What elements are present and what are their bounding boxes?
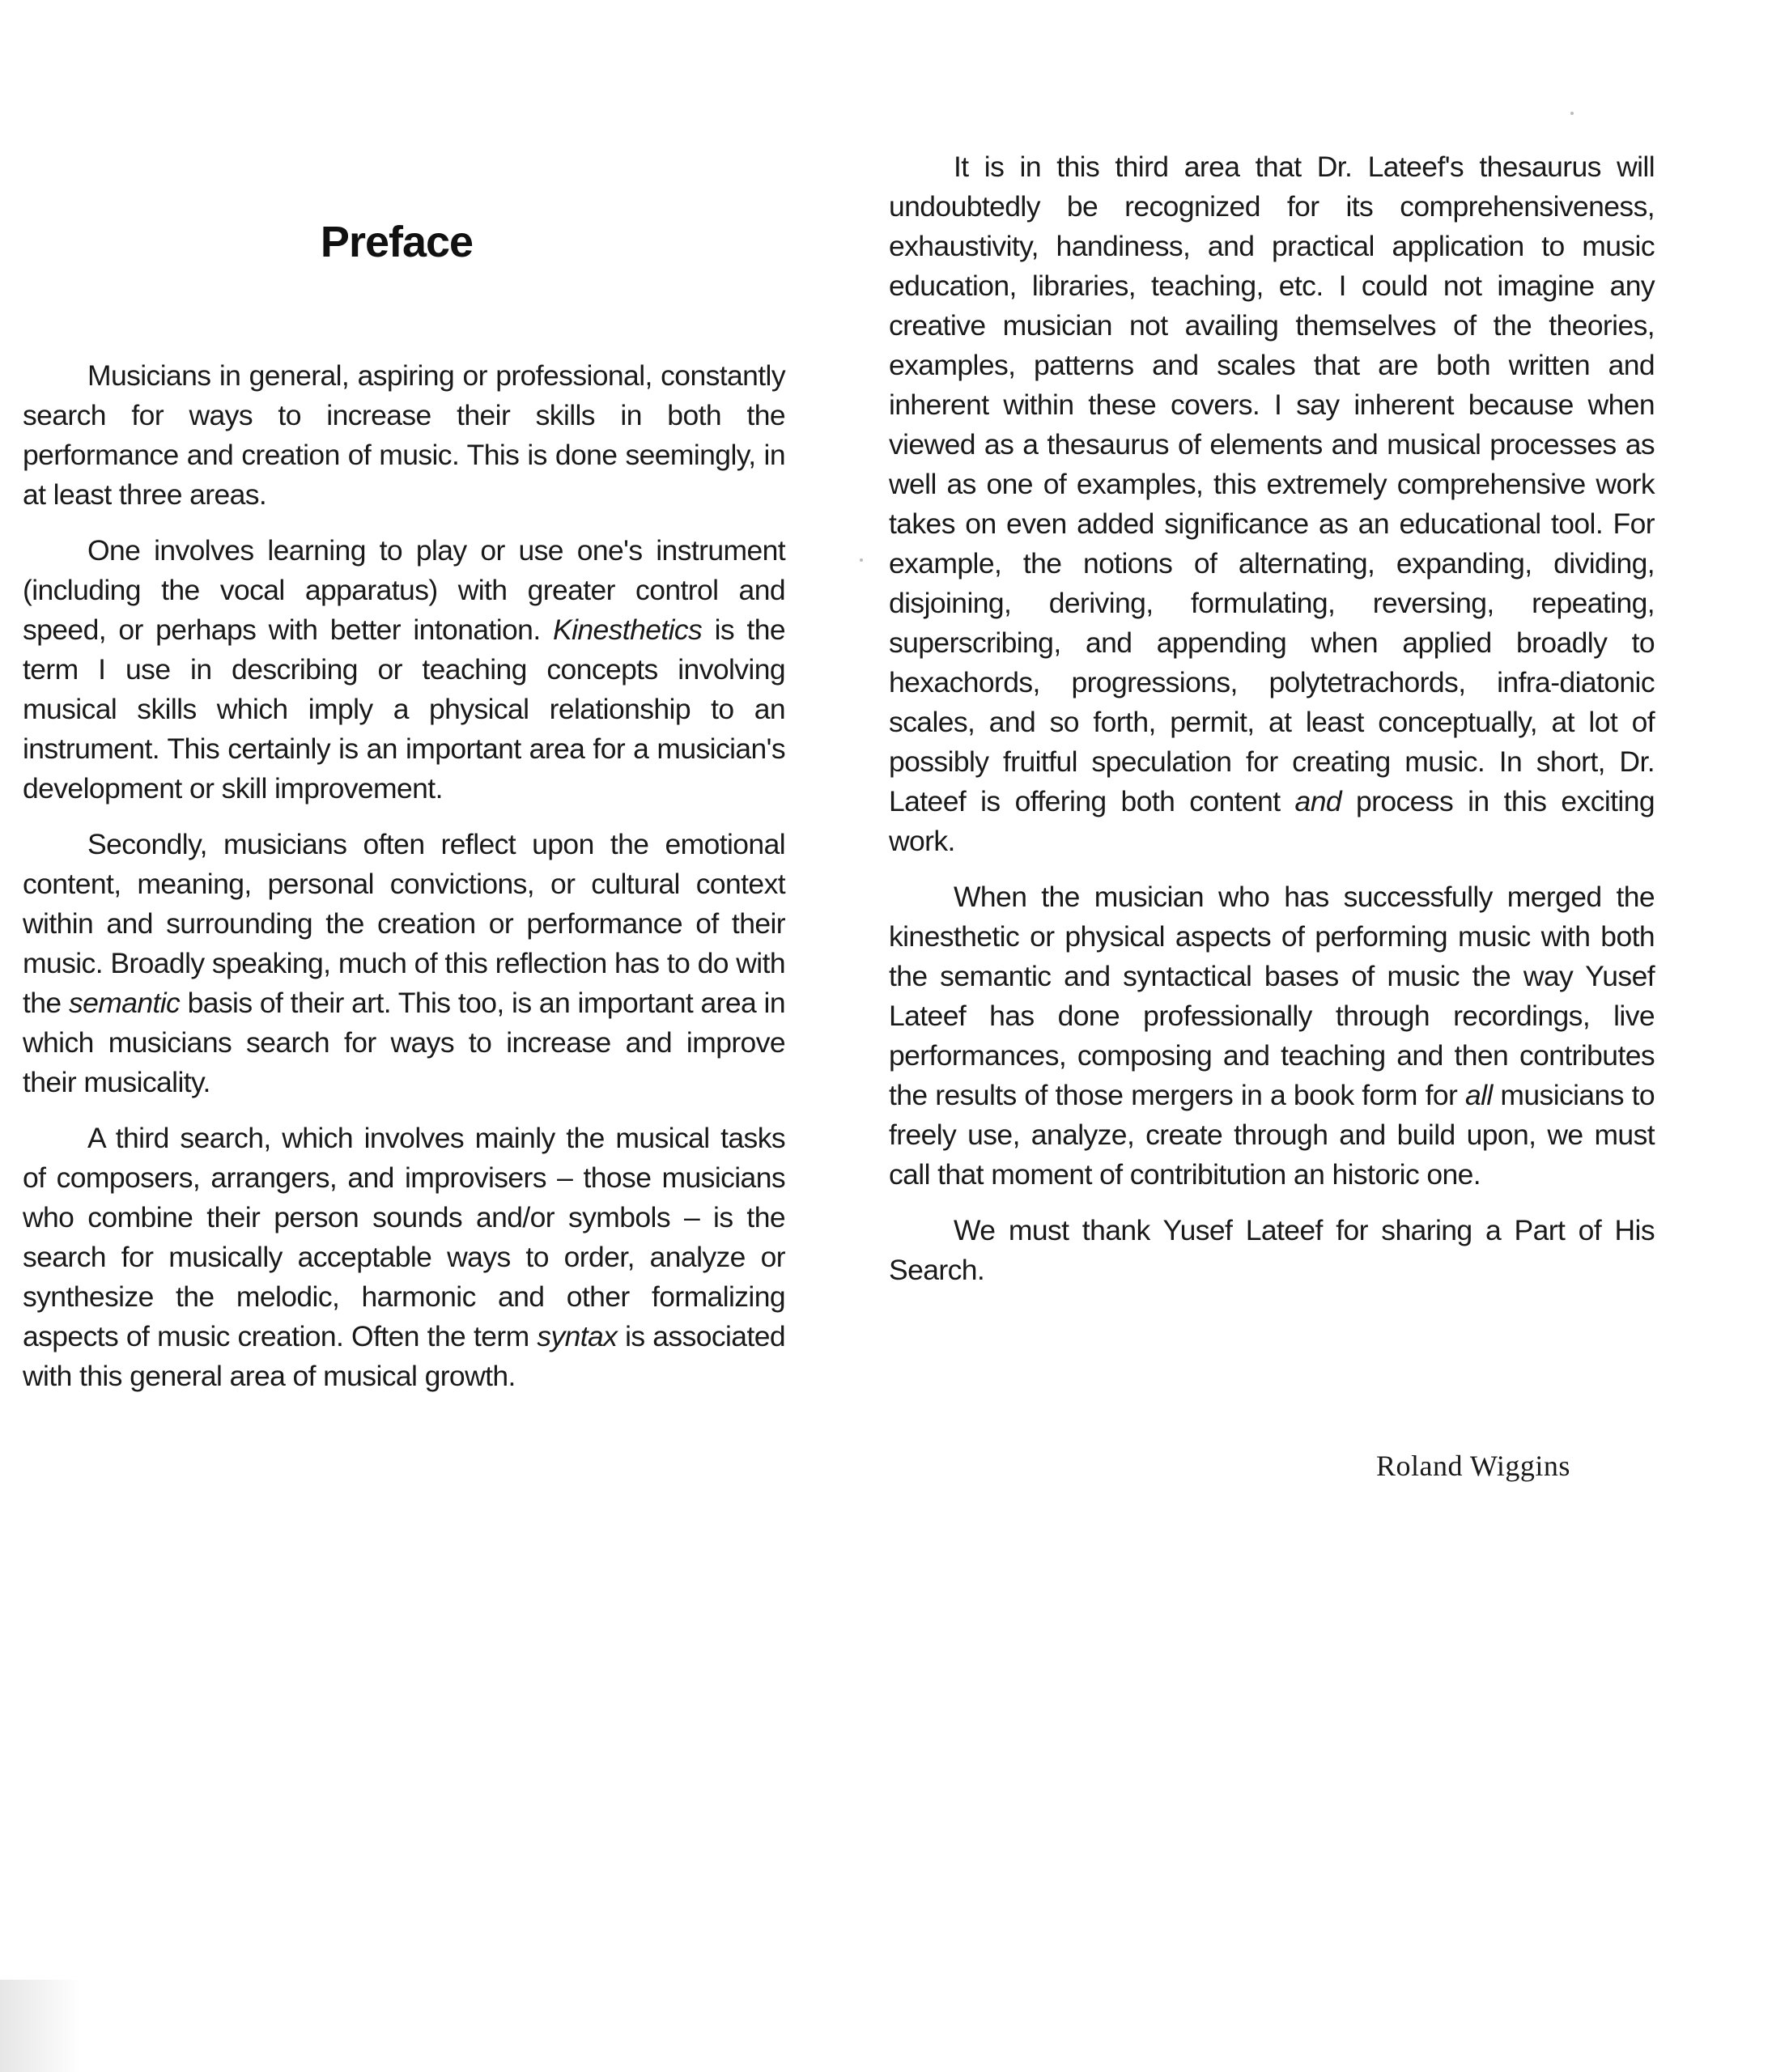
paragraph: A third search, which involves mainly the musical tasks of composers, arrangers, and improvisers – those musicians who combine their person sounds and/or symbols – is the search for musically acceptable ways to order, analyze or synthesize the melodic, harmonic and other formalizing aspects of music creation. Often the term syntax is associated with this general area of musical growth. (23, 1122, 786, 1392)
italic-term: syntax (537, 1320, 618, 1352)
italic-term: all (1464, 1079, 1493, 1111)
paragraph: Musicians in general, aspiring or professional, constantly search for ways to increase their skills in both the performance and creation of music. This is done seemingly, in at least three areas. (23, 359, 785, 511)
italic-term: Kinesthetics (553, 614, 703, 646)
scan-speck (1570, 112, 1574, 115)
paragraph: Secondly, musicians often reflect upon the emotional content, meaning, personal convictions, or cultural context within and surrounding the creation or performance of their music. Broadly speaking, much of this reflection has to do with the semantic basis of their art. This too, is an important area in which musicians search for ways to increase and improve their musicality. (23, 828, 785, 1098)
scan-edge-shadow (0, 1980, 81, 2072)
right-column (889, 147, 1655, 1306)
scan-speck (860, 558, 863, 562)
paragraph: It is in this third area that Dr. Lateef's thesaurus will undoubtedly be recognized for its comprehensiveness, exhaustivity, handiness, and practical application to music education, libraries, teaching, etc. I could not imagine any creative musician not availing themselves of the theories, examples, patterns and scales that are both written and inherent within these covers. I say inherent because when viewed as a thesaurus of elements and musical processes as well as one of examples, this extremely comprehensive work takes on even added significance as an educational tool. For example, the notions of alternating, expanding, dividing, disjoining, deriving, formulating, reversing, repeating, superscribing, and appending when applied broadly to hexachords, progressions, polytetrachords, infra-diatonic scales, and so forth, permit, at least conceptually, at lot of possibly fruitful speculation for creating music. In short, Dr. Lateef is offering both content and process in this exciting work. (889, 151, 1655, 857)
left-column (23, 356, 785, 1412)
page-title: Preface (320, 218, 474, 267)
author-signature: Roland Wiggins (1376, 1450, 1570, 1482)
paragraph: We must thank Yusef Lateef for sharing a Part of His Search. (889, 1214, 1655, 1286)
italic-term: semantic (68, 987, 181, 1019)
paragraph: When the musician who has successfully merged the kinesthetic or physical aspects of performing music with both the semantic and syntactical bases of music the way Yusef Lateef has done professionally through recordings, live performances, composing and teaching and then contributes the results of those mergers in a book form for all musicians to freely use, analyze, create through and build upon, we must call that moment of contribitution an historic one. (889, 881, 1655, 1191)
paragraph: One involves learning to play or use one's instrument (including the vocal apparatus) with greater control and speed, or perhaps with better intonation. Kinesthetics is the term I use in describing or teaching concepts involving musical skills which imply a physical relationship to an instrument. This certainly is an important area for a musician's development or skill improvement. (23, 534, 785, 805)
italic-term: and (1294, 785, 1341, 817)
